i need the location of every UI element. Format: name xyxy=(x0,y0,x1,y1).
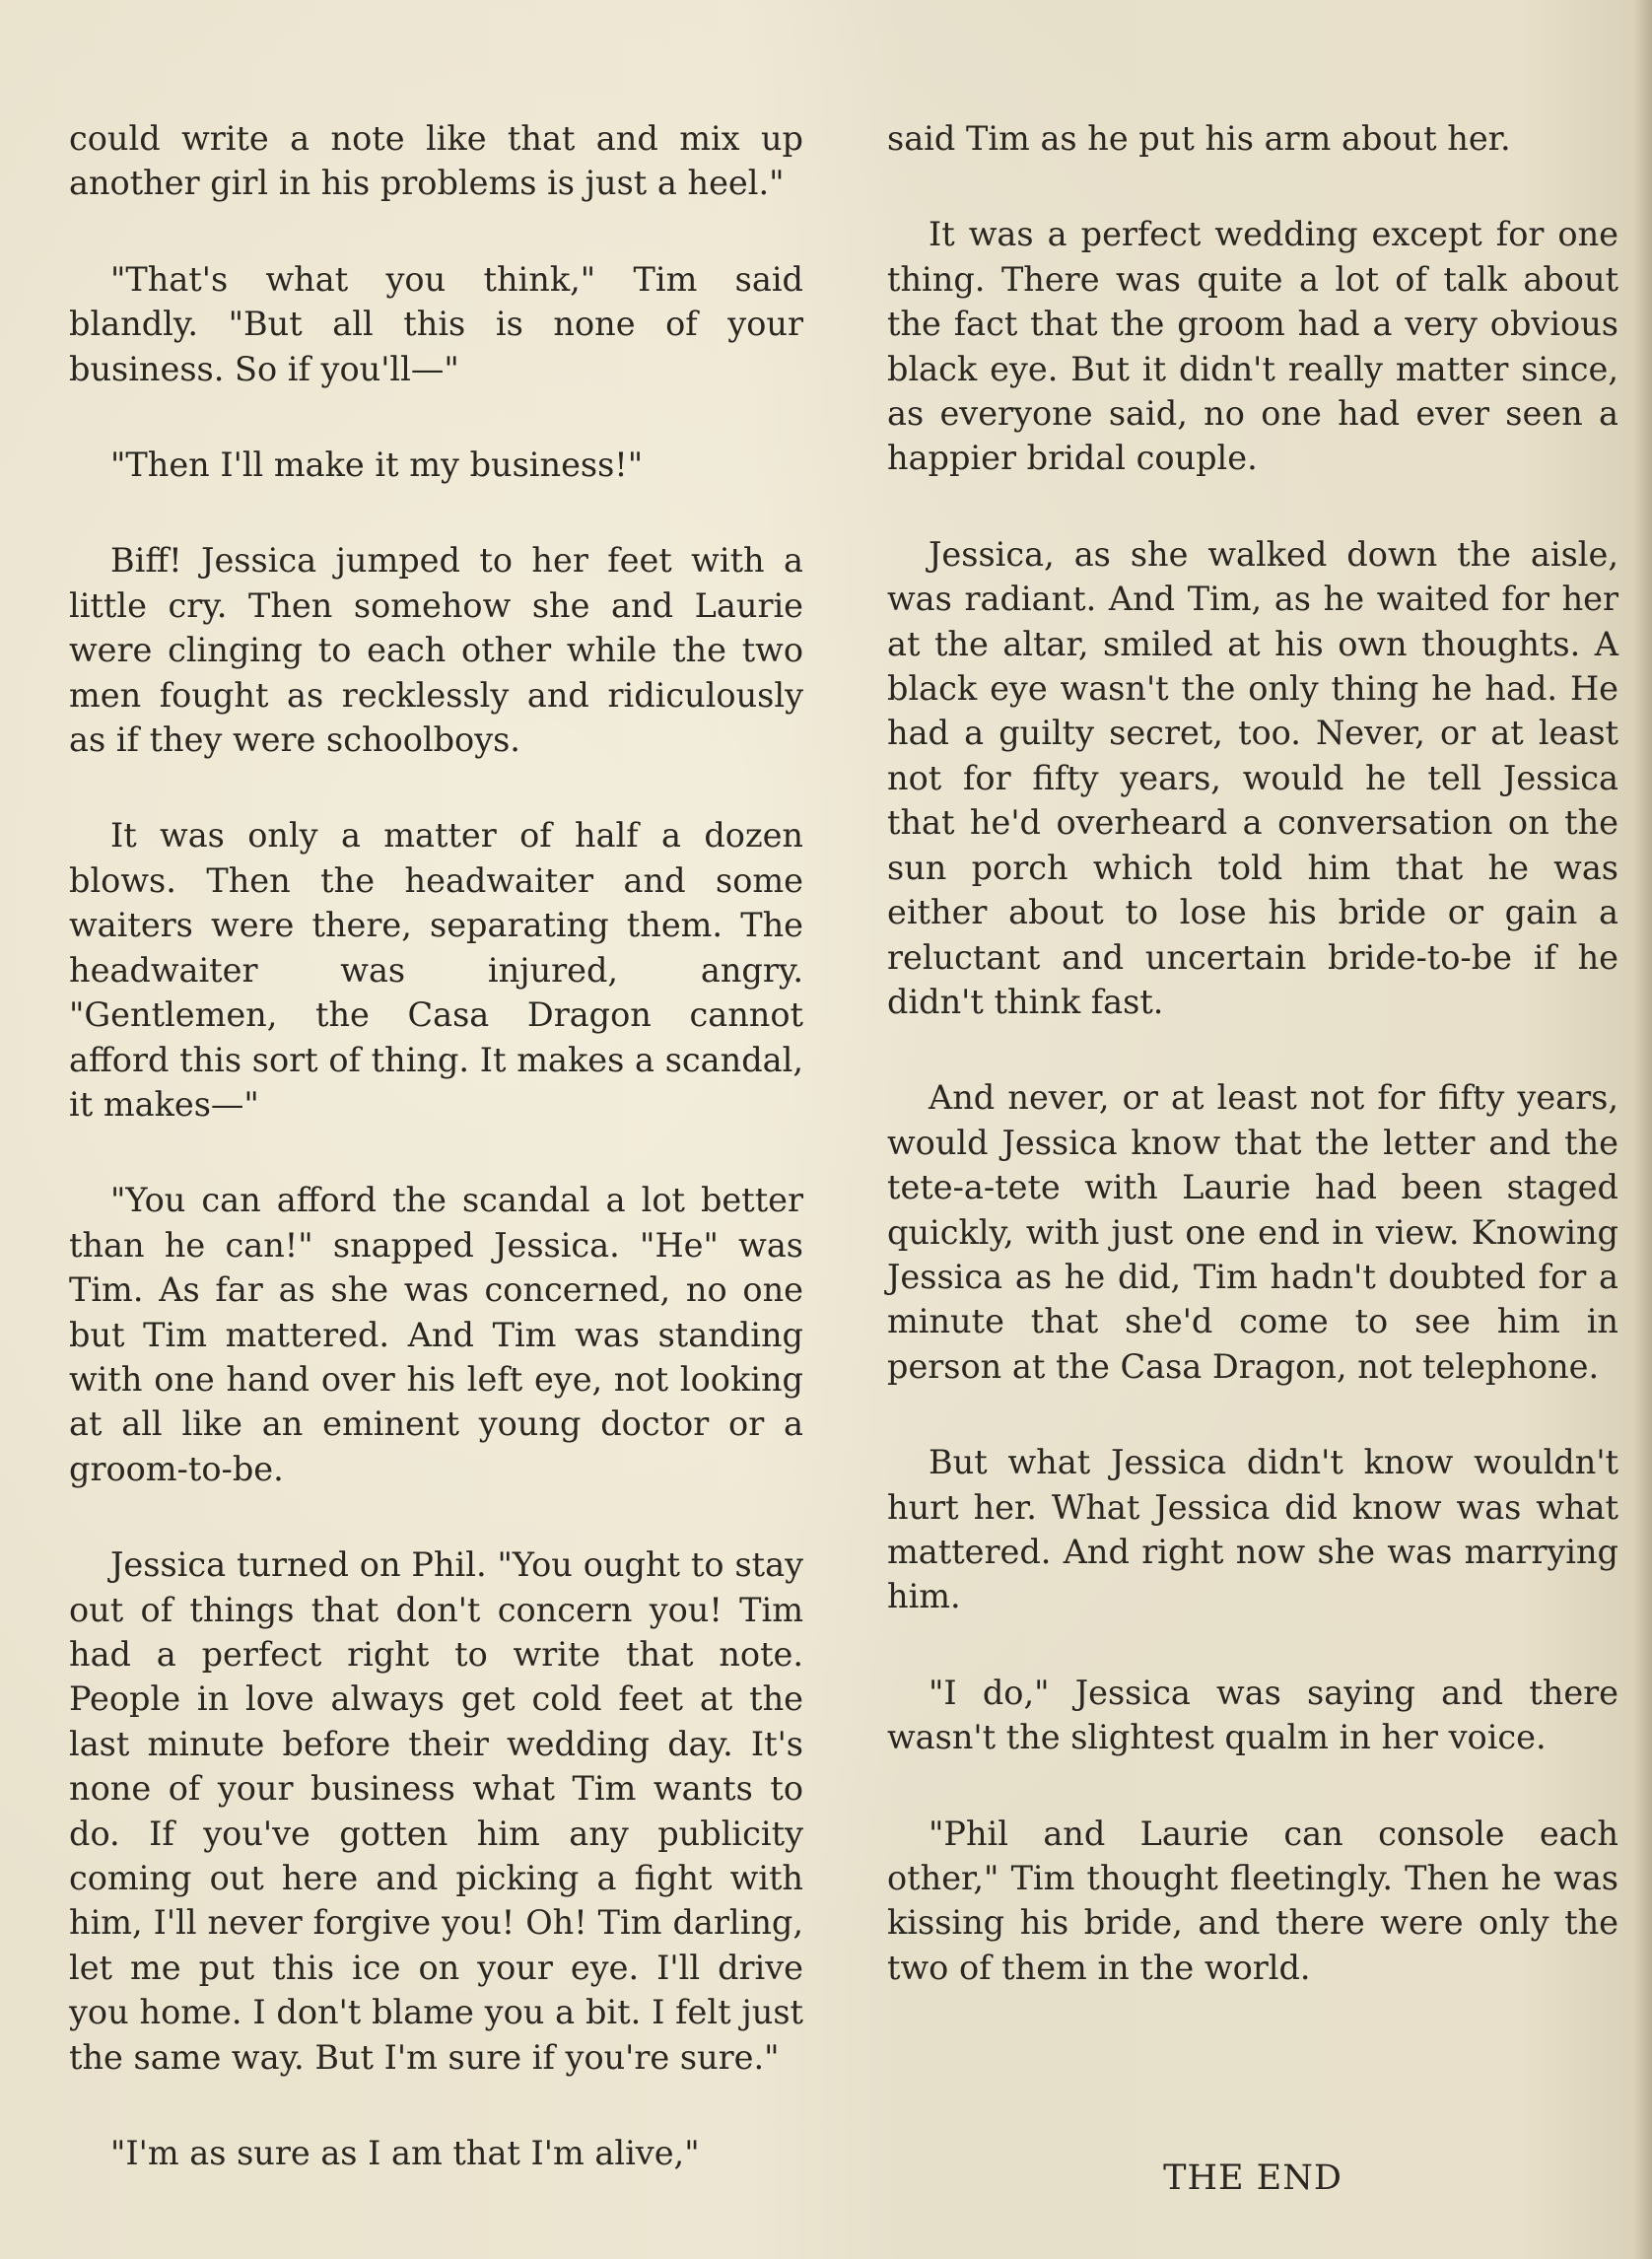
left-paragraph-1: could write a note like that and mix up another girl in his problems is just a heel." xyxy=(69,119,803,203)
left-paragraph-6: "You can afford the scandal a lot better than he can!" snapped Jessica. "He" was Tim. As far as she was concerned, no one but Tim mattered. And Tim was standing with one hand over his left eye, not looking at all like an eminent young doctor or a groom-to-be. xyxy=(69,1181,803,1488)
right-paragraph-6: "I do," Jessica was saying and there wasn't the slightest qualm in her voice. xyxy=(887,1673,1618,1757)
right-paragraph-1: said Tim as he put his arm about her. xyxy=(887,119,1511,158)
left-paragraph-2: "That's what you think," Tim said blandly. "But all this is none of your business. So if you'll—" xyxy=(69,259,803,388)
right-paragraph-5: But what Jessica didn't know wouldn't hurt her. What Jessica did know was what mattered. And right now she was marrying him. xyxy=(887,1443,1618,1616)
right-paragraph-7: "Phil and Laurie can console each other," Tim thought fleetingly. Then he was kissing his bride, and there were only the two of them in the world. xyxy=(887,1814,1618,1987)
left-paragraph-4: Biff! Jessica jumped to her feet with a little cry. Then somehow she and Laurie were clinging to each other while the two men fought as recklessly and ridiculously as if they were schoolboys. xyxy=(69,541,803,760)
left-paragraph-7: Jessica turned on Phil. "You ought to stay out of things that don't concern you! Tim had a perfect right to write that note. People in love always get cold feet at the last minute before their wedding day. It's none of your business what Tim wants to do. If you've gotten him any publicity coming out here and picking a fight with him, I'll never forgive you! Oh! Tim darling, let me put this ice on your eye. I'll drive you home. I don't blame you a bit. I felt just the same way. But I'm sure if you're sure." xyxy=(69,1545,803,2077)
the-end-label: THE END xyxy=(1163,2158,1342,2198)
left-column xyxy=(69,116,803,2175)
left-paragraph-5: It was only a matter of half a dozen blows. Then the headwaiter and some waiters were there, separating them. The headwaiter was injured, angry. "Gentlemen, the Casa Dragon cannot afford this sort of thing. It makes a scandal, it makes—" xyxy=(69,816,803,1124)
right-paragraph-4: And never, or at least not for fifty years, would Jessica know that the letter and the tete-a-tete with Laurie had been staged quickly, with just one end in view. Knowing Jessica as he did, Tim hadn't doubted for a minute that she'd come to see him in person at the Casa Dragon, not telephone. xyxy=(887,1078,1618,1386)
right-column xyxy=(887,116,1618,1990)
left-paragraph-8: "I'm as sure as I am that I'm alive," xyxy=(110,2134,700,2173)
right-paragraph-2: It was a perfect wedding except for one thing. There was quite a lot of talk about the fact that the groom had a very obvious black eye. But it didn't really matter since, as everyone said, no one had ever seen a happier bridal couple. xyxy=(887,215,1618,478)
right-paragraph-3: Jessica, as she walked down the aisle, was radiant. And Tim, as he waited for her at the altar, smiled at his own thoughts. A black eye wasn't the only thing he had. He had a guilty secret, too. Never, or at least not for fifty years, would he tell Jessica that he'd overheard a conversation on the sun porch which told him that he was either about to lose his bride or gain a reluctant and uncertain bride-to-be if he didn't think fast. xyxy=(887,534,1618,1021)
page-edge-shadow xyxy=(1634,0,1652,2259)
left-paragraph-3: "Then I'll make it my business!" xyxy=(110,445,644,485)
